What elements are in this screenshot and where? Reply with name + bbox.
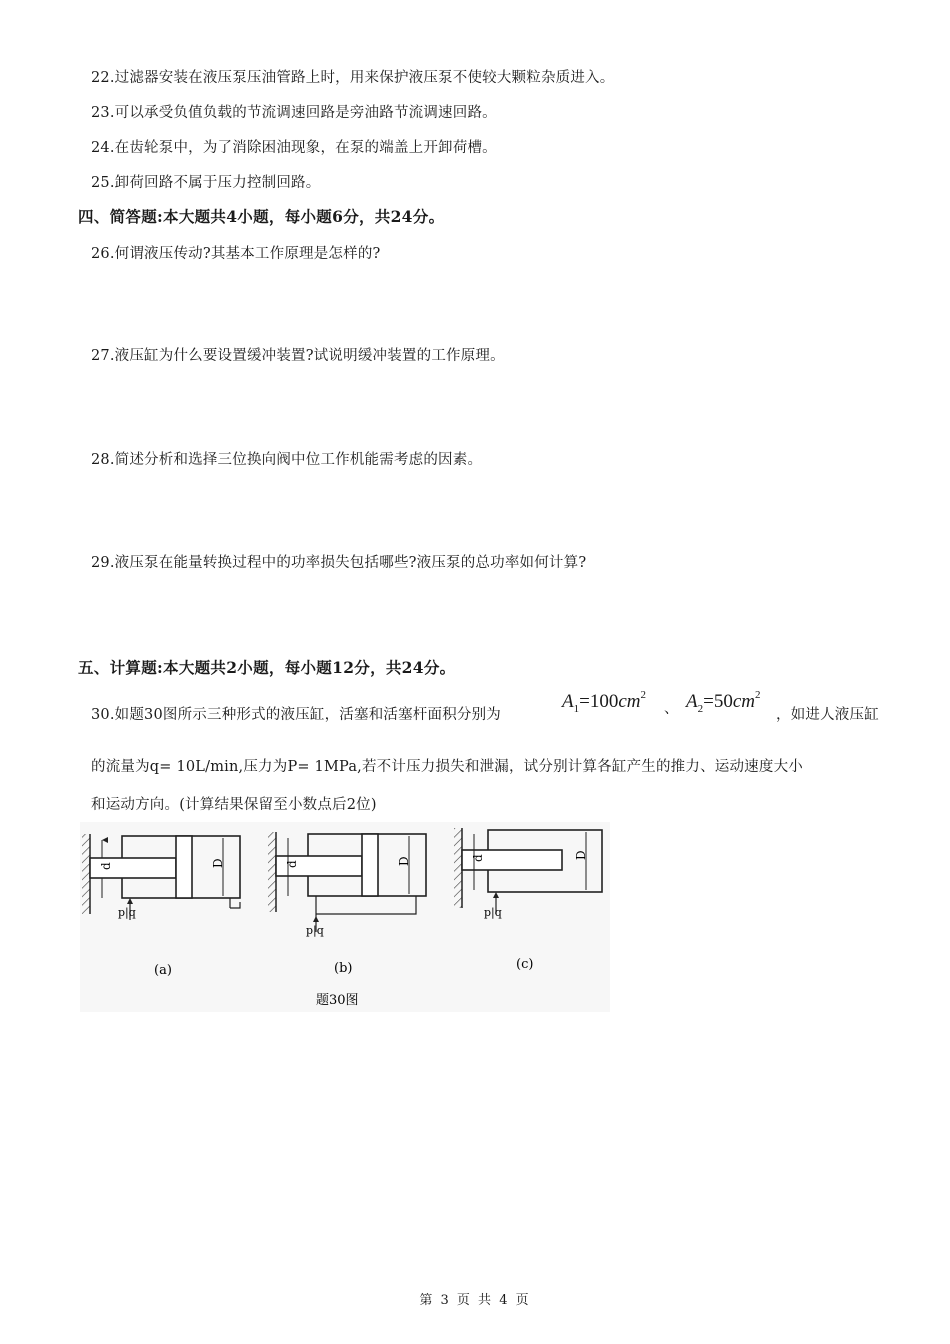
- question-22: 22.过滤器安装在液压泵压油管路上时，用来保护液压泵不使较大颗粒杂质进入。: [91, 70, 615, 86]
- figure-30-hydraulic-cylinders: [80, 822, 610, 1016]
- section-heading-short-answer: 四、简答题:本大题共4小题，每小题6分，共24分。: [78, 207, 445, 226]
- question-24: 24.在齿轮泵中，为了消除困油现象，在泵的端盖上开卸荷槽。: [91, 140, 497, 156]
- question-30-line2: 的流量为q= 10L/min,压力为P= 1MPa,若不计压力损失和泄漏，试分别计算各缸产生的推力、运动速度大小: [91, 759, 803, 775]
- formula-separator: 、: [664, 701, 679, 717]
- question-29: 29.液压泵在能量转换过程中的功率损失包括哪些?液压泵的总功率如何计算?: [91, 555, 587, 571]
- fig-b-label-d: d: [285, 860, 299, 868]
- question-25: 25.卸荷回路不属于压力控制回路。: [91, 175, 321, 191]
- question-23: 23.可以承受负值负载的节流调速回路是旁油路节流调速回路。: [91, 105, 497, 121]
- question-30-line1: 30.如题30图所示三种形式的液压缸，活塞和活塞杆面积分别为: [91, 707, 502, 723]
- fig-a-label-D: D: [211, 858, 225, 868]
- question-28: 28.简述分析和选择三位换向阀中位工作机能需考虑的因素。: [91, 452, 483, 468]
- fig-c-label-D: D: [574, 850, 588, 860]
- fig-b-label-pq: p|q: [306, 924, 324, 937]
- figure-caption: 题30图: [316, 993, 359, 1008]
- fig-a-sublabel: (a): [154, 963, 172, 978]
- fig-b-sublabel: (b): [334, 961, 353, 976]
- fig-a-label-d: d: [99, 862, 113, 870]
- fig-a-label-pq: p|q: [118, 906, 136, 919]
- formula-area-a2: $A_2=50cm^2$: [686, 689, 761, 715]
- question-27: 27.液压缸为什么要设置缓冲装置?试说明缓冲装置的工作原理。: [91, 348, 505, 364]
- formula-area-a1: $A_1=100cm^2$: [562, 689, 646, 715]
- fig-c-sublabel: (c): [516, 957, 534, 972]
- question-30-line3: 和运动方向。(计算结果保留至小数点后2位): [91, 797, 377, 813]
- section-heading-calculation: 五、计算题:本大题共2小题，每小题12分，共24分。: [78, 658, 456, 677]
- fig-c-label-d: d: [471, 854, 485, 862]
- question-30-line1-end: ，如进人液压缸: [776, 707, 879, 723]
- fig-c-label-pq: p|q: [484, 906, 502, 919]
- question-26: 26.何谓液压传动?其基本工作原理是怎样的?: [91, 246, 381, 262]
- fig-b-label-D: D: [397, 856, 411, 866]
- page-footer: 第 3 页 共 4 页: [419, 1293, 531, 1308]
